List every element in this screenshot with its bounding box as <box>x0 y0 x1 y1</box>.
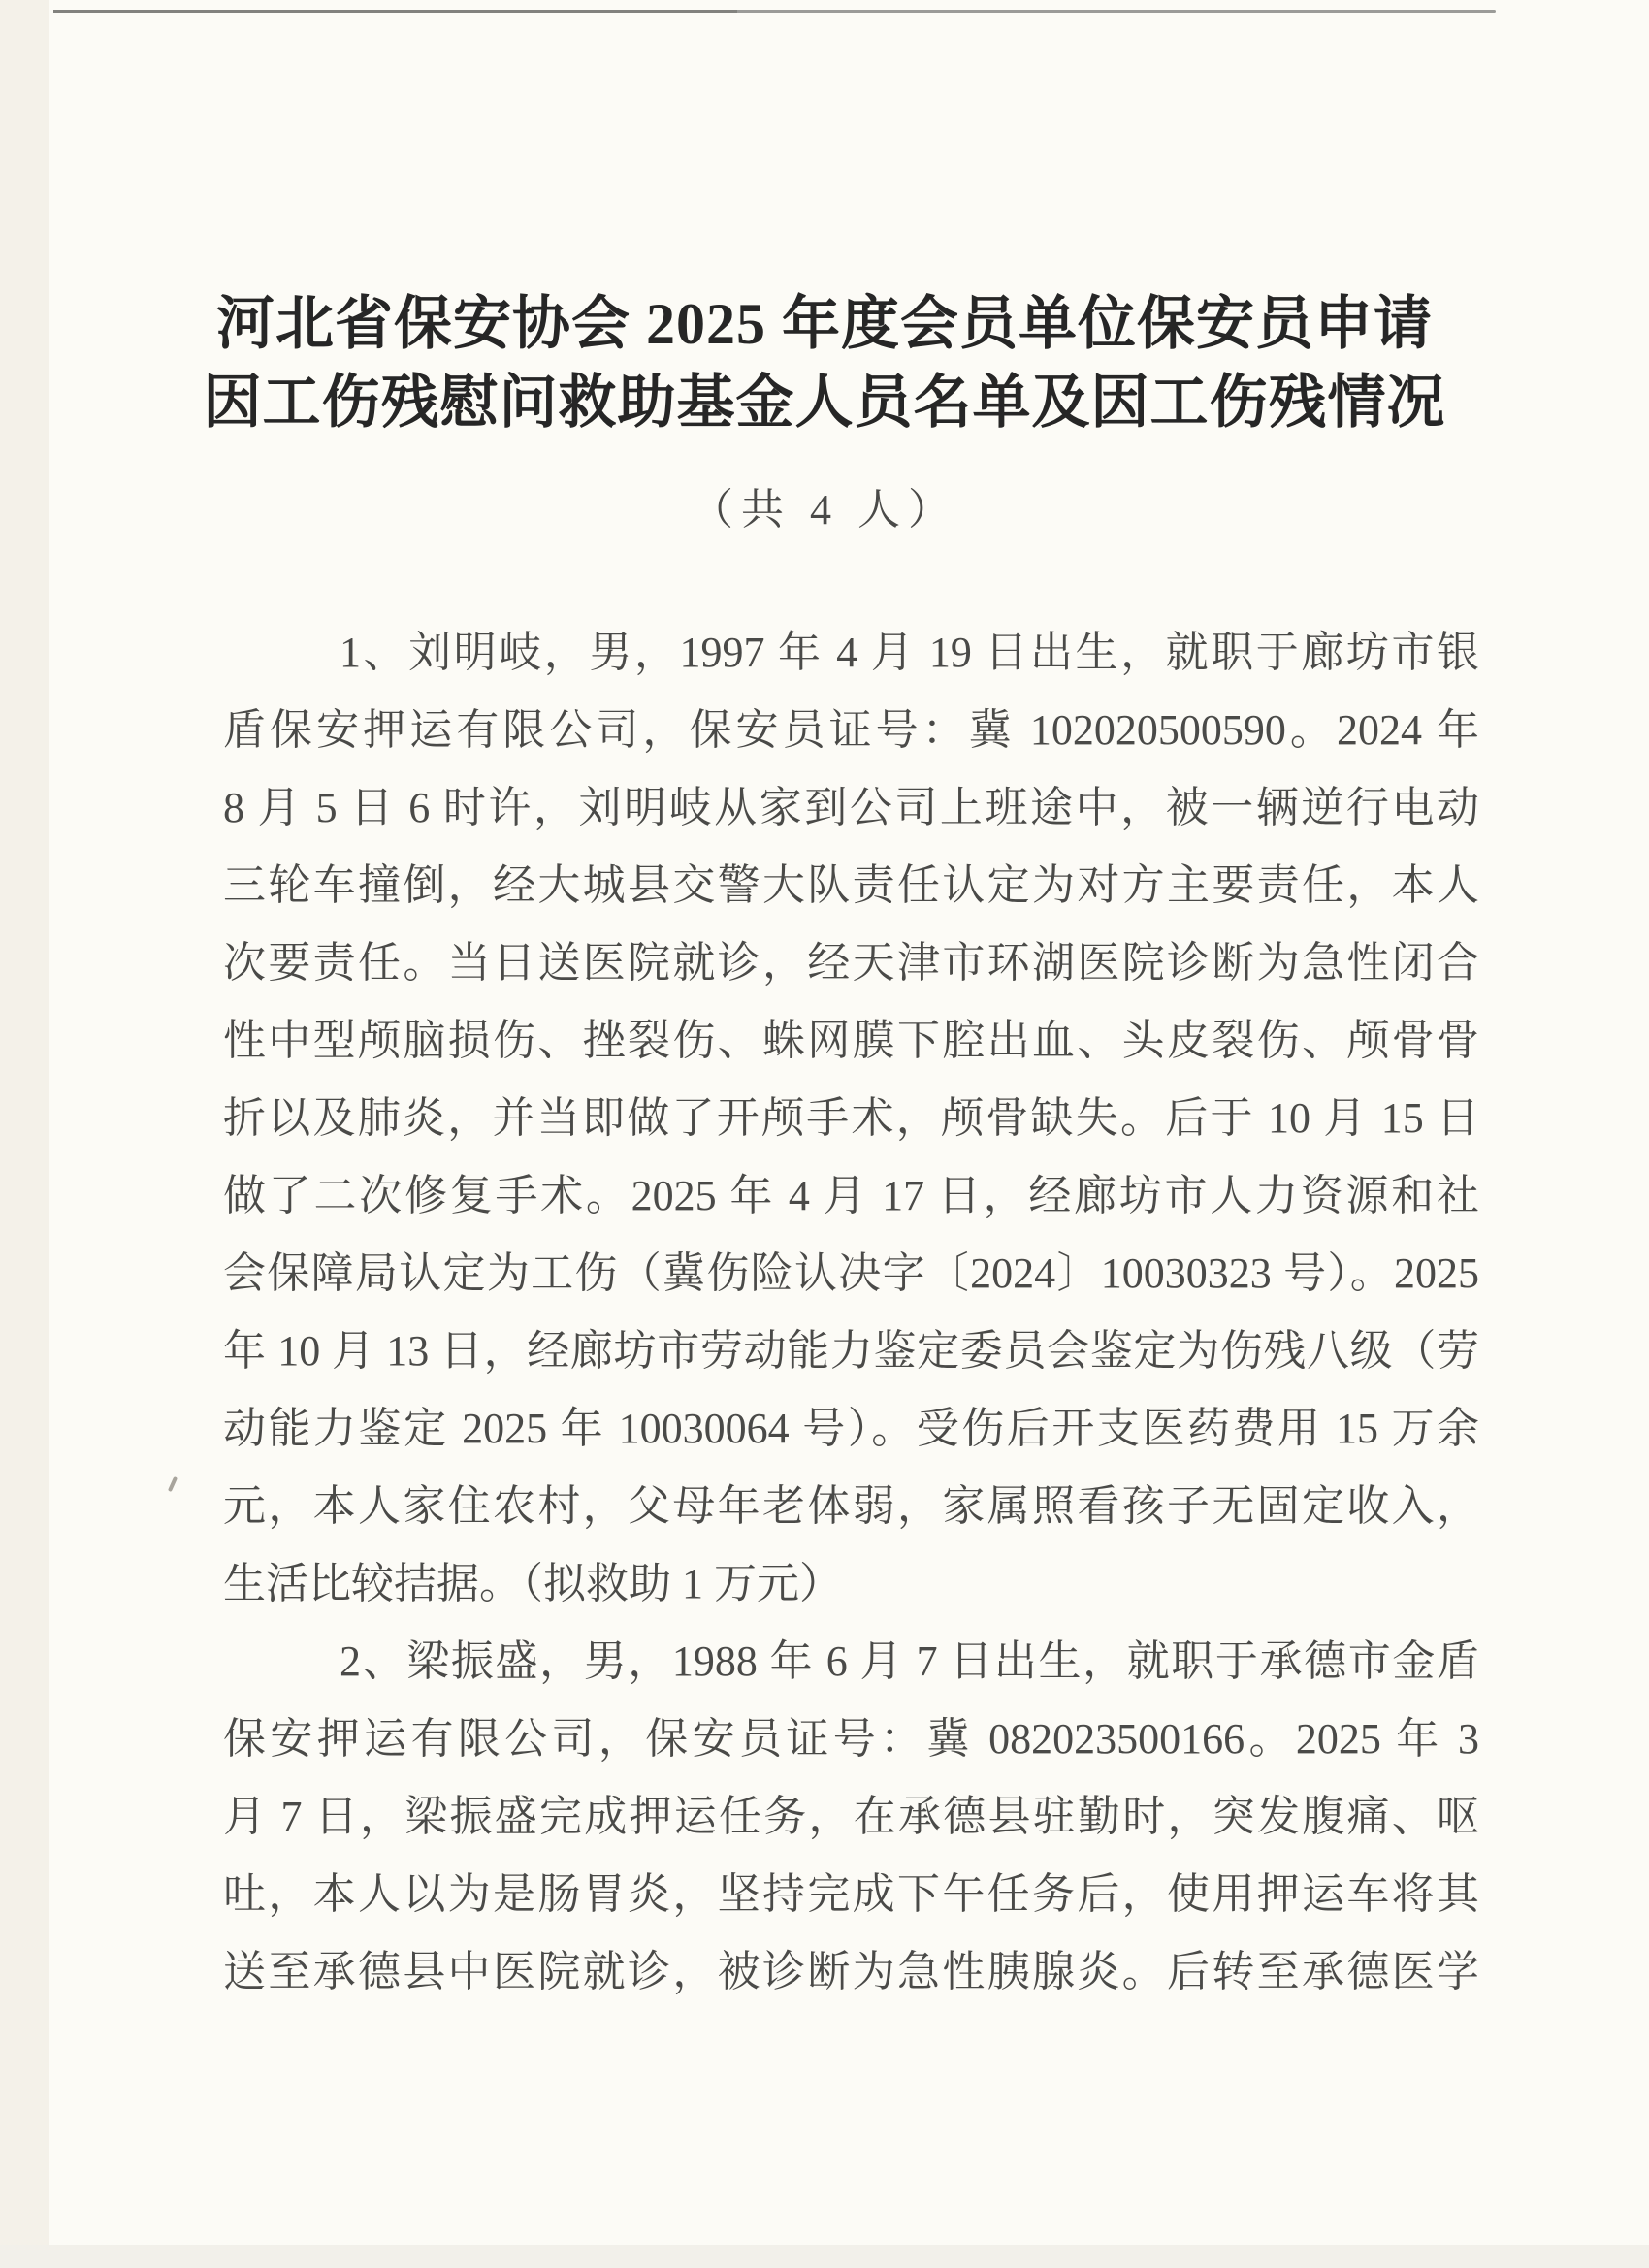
document-body <box>223 614 1479 2011</box>
body-line: 做了二次修复手术。2025 年 4 月 17 日，经廊坊市人力资源和社 <box>223 1172 1479 1219</box>
body-line: 次要责任。当日送医院就诊，经天津市环湖医院诊断为急性闭合 <box>223 939 1479 987</box>
document-subtitle: （共 4 人） <box>691 486 958 534</box>
body-line: 保安押运有限公司，保安员证号：冀 082023500166。2025 年 3 <box>223 1715 1479 1763</box>
document-title-line-1: 河北省保安协会 2025 年度会员单位保安员申请 <box>216 292 1433 356</box>
body-line: 会保障局认定为工伤（冀伤险认决字〔2024〕10030323 号）。2025 <box>223 1249 1479 1297</box>
body-line: 生活比较拮据。（拟救助 1 万元） <box>223 1560 842 1607</box>
body-line: 性中型颅脑损伤、挫裂伤、蛛网膜下腔出血、头皮裂伤、颅骨骨 <box>223 1017 1479 1064</box>
page-left-edge <box>0 0 49 2268</box>
body-line: 8 月 5 日 6 时许，刘明岐从家到公司上班途中，被一辆逆行电动 <box>223 784 1479 831</box>
body-line: 三轮车撞倒，经大城县交警大队责任认定为对方主要责任，本人 <box>223 861 1479 909</box>
body-line: 元，本人家住农村，父母年老体弱，家属照看孩子无固定收入， <box>223 1482 1479 1530</box>
document-title-line-2: 因工伤残慰问救助基金人员名单及因工伤残情况 <box>203 371 1446 435</box>
body-line: 盾保安押运有限公司，保安员证号：冀 102020500590。2024 年 <box>223 706 1479 754</box>
body-line: 送至承德县中医院就诊，被诊断为急性胰腺炎。后转至承德医学 <box>223 1948 1479 1995</box>
body-line: 年 10 月 13 日，经廊坊市劳动能力鉴定委员会鉴定为伤残八级（劳 <box>223 1327 1479 1375</box>
body-line: 2、梁振盛，男，1988 年 6 月 7 日出生，就职于承德市金盾 <box>340 1637 1479 1685</box>
body-line: 动能力鉴定 2025 年 10030064 号）。受伤后开支医药费用 15 万余 <box>223 1405 1479 1452</box>
document-title <box>165 285 1484 442</box>
body-line: 月 7 日，梁振盛完成押运任务，在承德县驻勤时，突发腹痛、呕 <box>223 1793 1479 1840</box>
scan-margin-speck <box>168 1476 178 1492</box>
body-line: 1、刘明岐，男，1997 年 4 月 19 日出生，就职于廊坊市银 <box>340 629 1479 676</box>
scan-artifact-line-dark <box>53 10 737 13</box>
body-line: 折以及肺炎，并当即做了开颅手术，颅骨缺失。后于 10 月 15 日 <box>223 1094 1479 1142</box>
body-line: 吐，本人以为是肠胃炎，坚持完成下午任务后，使用押运车将其 <box>223 1870 1479 1918</box>
page-bottom-edge <box>0 2245 1649 2268</box>
